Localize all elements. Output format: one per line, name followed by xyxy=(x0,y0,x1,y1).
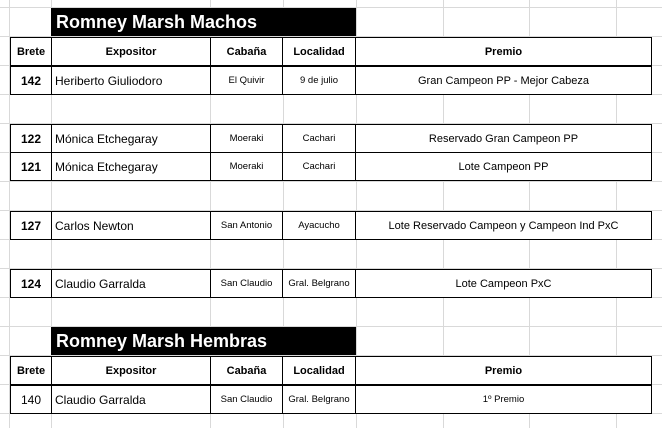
section-title-hembras: Romney Marsh Hembras xyxy=(51,327,356,355)
cell-brete: 121 xyxy=(10,152,52,181)
table-header-row xyxy=(10,356,652,385)
header-premio: Premio xyxy=(355,37,652,66)
cell-expositor: Claudio Garralda xyxy=(51,385,211,414)
cell-expositor: Heriberto Giuliodoro xyxy=(51,66,211,95)
cell-premio: Lote Campeon PP xyxy=(355,152,652,181)
cell-premio: Lote Reservado Campeon y Campeon Ind PxC xyxy=(355,211,652,240)
cell-expositor: Carlos Newton xyxy=(51,211,211,240)
table-row xyxy=(10,66,652,95)
cell-localidad: 9 de julio xyxy=(282,66,356,95)
cell-localidad: Ayacucho xyxy=(282,211,356,240)
header-expositor: Expositor xyxy=(51,37,211,66)
cell-brete: 142 xyxy=(10,66,52,95)
header-expositor: Expositor xyxy=(51,356,211,385)
cell-expositor: Claudio Garralda xyxy=(51,269,211,298)
cell-brete: 140 xyxy=(10,385,52,414)
header-localidad: Localidad xyxy=(282,37,356,66)
cell-brete: 127 xyxy=(10,211,52,240)
table-row xyxy=(10,211,652,240)
cell-cabana: San Antonio xyxy=(210,211,283,240)
section-title-machos: Romney Marsh Machos xyxy=(51,8,356,36)
header-brete: Brete xyxy=(10,356,52,385)
cell-brete: 124 xyxy=(10,269,52,298)
header-cabana: Cabaña xyxy=(210,356,283,385)
cell-premio: Reservado Gran Campeon PP xyxy=(355,124,652,153)
cell-expositor: Mónica Etchegaray xyxy=(51,124,211,153)
cell-cabana: San Claudio xyxy=(210,385,283,414)
cell-expositor: Mónica Etchegaray xyxy=(51,152,211,181)
header-cabana: Cabaña xyxy=(210,37,283,66)
table-header-row xyxy=(10,37,652,66)
header-premio: Premio xyxy=(355,356,652,385)
cell-localidad: Cachari xyxy=(282,124,356,153)
cell-cabana: El Quivir xyxy=(210,66,283,95)
cell-cabana: Moeraki xyxy=(210,152,283,181)
cell-cabana: San Claudio xyxy=(210,269,283,298)
table-row xyxy=(10,152,652,181)
gridline xyxy=(0,181,662,182)
cell-localidad: Cachari xyxy=(282,152,356,181)
cell-premio: Gran Campeon PP - Mejor Cabeza xyxy=(355,66,652,95)
cell-premio: Lote Campeon PxC xyxy=(355,269,652,298)
table-row xyxy=(10,385,652,414)
cell-localidad: Gral. Belgrano xyxy=(282,385,356,414)
table-row xyxy=(10,124,652,153)
cell-brete: 122 xyxy=(10,124,52,153)
header-brete: Brete xyxy=(10,37,52,66)
cell-premio: 1º Premio xyxy=(355,385,652,414)
cell-localidad: Gral. Belgrano xyxy=(282,269,356,298)
table-row xyxy=(10,269,652,298)
header-localidad: Localidad xyxy=(282,356,356,385)
cell-cabana: Moeraki xyxy=(210,124,283,153)
